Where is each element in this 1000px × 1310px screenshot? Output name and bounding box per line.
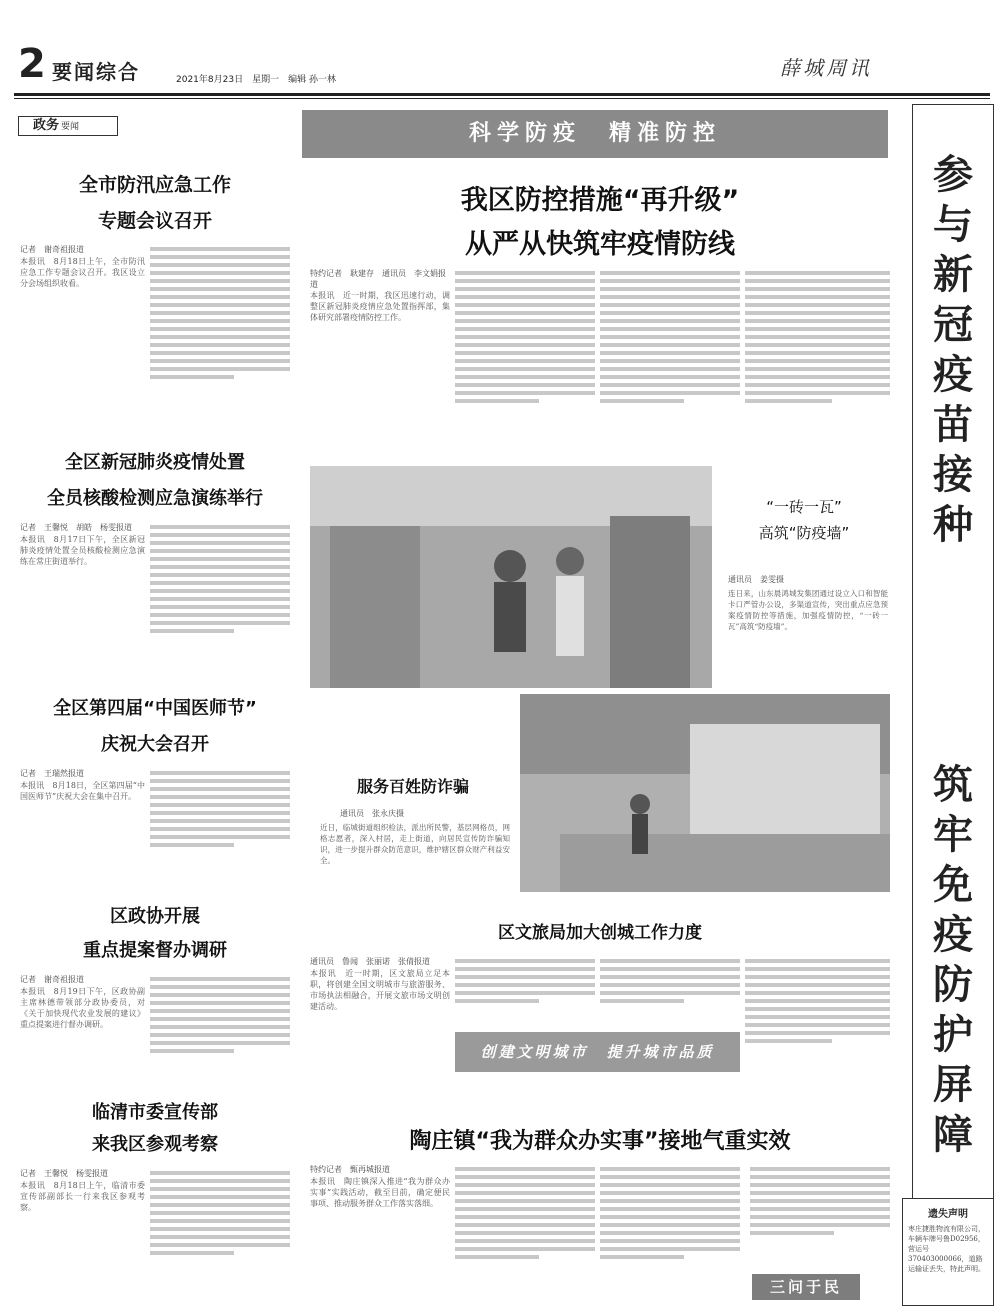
print-line — [150, 819, 290, 823]
print-line — [745, 999, 890, 1003]
print-line — [150, 247, 290, 251]
article-3-title-2: 庆祝大会召开 — [101, 734, 209, 755]
print-line — [600, 1223, 740, 1227]
photo-1-image — [310, 466, 712, 688]
print-line — [150, 311, 290, 315]
print-line — [455, 295, 595, 299]
print-line — [745, 279, 890, 283]
article-4-body — [20, 986, 145, 1086]
town-body — [310, 1176, 450, 1302]
print-line — [455, 311, 595, 315]
print-line — [150, 343, 290, 347]
article-3-body-col2 — [150, 768, 290, 888]
print-line — [600, 287, 740, 291]
print-line — [600, 991, 740, 995]
print-line — [150, 803, 290, 807]
print-line — [455, 343, 595, 347]
sidebar-slogan-char: 冠 — [933, 301, 973, 348]
town-byline: 特约记者 甄再城报道 — [310, 1165, 390, 1174]
print-line — [600, 975, 740, 979]
article-5-title-2: 来我区参观考察 — [92, 1134, 218, 1155]
print-line — [745, 367, 890, 371]
print-line — [600, 1207, 740, 1211]
section-tag-main: 政务 — [33, 118, 60, 133]
print-line — [750, 1167, 890, 1171]
lost-notice-title: 遗失声明 — [928, 1209, 968, 1220]
photo-2-caption: 近日，临城街道组织检法，派出所民警，基层网格员，网格志愿者，深入村居，走上街道，向居民宣传防诈骗知识，进一步提升群众防范意识，维护辖区群众财产利益安全。 — [320, 823, 510, 865]
print-line — [745, 967, 890, 971]
print-line — [150, 1203, 290, 1207]
print-line — [600, 1239, 740, 1243]
print-line — [150, 795, 290, 799]
print-line — [150, 779, 290, 783]
print-line — [600, 303, 740, 307]
print-line — [600, 359, 740, 363]
issue-meta: 2021年8月23日 星期一 编辑 孙一林 — [176, 75, 336, 85]
sidebar-slogan-char: 筑 — [933, 761, 973, 808]
print-line — [455, 1215, 595, 1219]
article-1-text: 本报讯 8月18日上午，全市防汛应急工作专题会议召开。我区设立分会场组织收看。 — [20, 257, 145, 288]
print-line — [745, 959, 890, 963]
print-line — [745, 295, 890, 299]
print-line — [600, 271, 740, 275]
print-line — [150, 375, 234, 379]
print-line — [455, 375, 595, 379]
article-3-byline: 记者 王瑞然报道 — [20, 769, 84, 778]
print-line — [150, 279, 290, 283]
print-line — [745, 287, 890, 291]
print-line — [745, 983, 890, 987]
theme-banner: 科学防疫 精准防控 — [302, 110, 888, 158]
print-line — [455, 1191, 595, 1195]
print-line — [600, 983, 740, 987]
print-line — [600, 343, 740, 347]
article-2-byline: 记者 王馨悦 胡皓 杨雯报道 — [20, 523, 132, 532]
print-line — [150, 335, 290, 339]
print-line — [150, 1033, 290, 1037]
photo-1 — [310, 466, 712, 688]
lost-notice-body: 枣庄捷胜物流有限公司，车辆车牌号鲁D02956，营运号370403000066，道路运输证丢失，特此声明。 — [908, 1225, 985, 1273]
culture-body-col4 — [745, 956, 890, 1086]
print-line — [600, 1231, 740, 1235]
print-line — [600, 319, 740, 323]
print-line — [750, 1183, 890, 1187]
sidebar-slogan-char: 新 — [933, 251, 973, 298]
print-line — [150, 787, 290, 791]
article-2-body-col2 — [150, 522, 290, 682]
print-line — [150, 1195, 290, 1199]
print-line — [150, 597, 290, 601]
header-rule — [14, 93, 990, 96]
print-line — [745, 343, 890, 347]
lost-notice — [902, 1198, 994, 1306]
print-line — [150, 605, 290, 609]
article-4-byline: 记者 谢奇祖报道 — [20, 975, 84, 984]
article-1-body — [20, 256, 145, 436]
lead-text: 本报讯 近一时期，我区迅速行动，调整区新冠肺炎疫情应急处置指挥部，集体研究部署疫情防控工作。 — [310, 291, 450, 322]
print-line — [600, 383, 740, 387]
print-line — [600, 1167, 740, 1171]
print-line — [600, 399, 684, 403]
sidebar-slogan-char: 疫 — [933, 351, 973, 398]
article-5-text: 本报讯 8月18日上午，临清市委宣传部副部长一行来我区参观考察。 — [20, 1181, 145, 1212]
print-line — [600, 391, 740, 395]
print-line — [455, 1175, 595, 1179]
print-line — [745, 1015, 890, 1019]
print-line — [600, 1191, 740, 1195]
print-line — [150, 985, 290, 989]
print-line — [455, 991, 595, 995]
town-body-col4 — [750, 1164, 890, 1264]
print-line — [150, 263, 290, 267]
section-tag — [18, 116, 118, 136]
print-line — [150, 1227, 290, 1231]
print-line — [150, 1009, 290, 1013]
print-line — [455, 327, 595, 331]
culture-body-col2 — [455, 956, 595, 1028]
print-line — [600, 967, 740, 971]
print-line — [150, 827, 290, 831]
print-line — [455, 1223, 595, 1227]
print-line — [455, 1199, 595, 1203]
print-line — [455, 1255, 539, 1259]
lead-body-col4 — [745, 268, 890, 458]
photo-2 — [520, 694, 890, 892]
print-line — [150, 525, 290, 529]
print-line — [455, 391, 595, 395]
sidebar-slogan-1 — [916, 150, 990, 550]
print-line — [150, 1219, 290, 1223]
print-line — [455, 351, 595, 355]
print-line — [150, 359, 290, 363]
photo-1-title-2: 高筑“防疫墙” — [758, 524, 850, 542]
print-line — [600, 335, 740, 339]
print-line — [600, 295, 740, 299]
print-line — [745, 391, 890, 395]
print-line — [455, 319, 595, 323]
print-line — [150, 255, 290, 259]
print-line — [745, 975, 890, 979]
print-line — [750, 1231, 834, 1235]
print-line — [150, 287, 290, 291]
print-line — [150, 319, 290, 323]
photo-1-byline: 通讯员 姜雯摄 — [728, 575, 784, 584]
print-line — [750, 1175, 890, 1179]
print-line — [600, 375, 740, 379]
print-line — [750, 1223, 890, 1227]
photo-1-caption-area — [718, 466, 890, 688]
sidebar-slogan-char: 种 — [933, 501, 973, 548]
print-line — [150, 977, 290, 981]
print-line — [150, 557, 290, 561]
print-line — [745, 351, 890, 355]
sidebar-slogan-char: 护 — [933, 1011, 973, 1058]
print-line — [150, 1041, 290, 1045]
print-line — [455, 279, 595, 283]
print-line — [745, 1023, 890, 1027]
print-line — [600, 1215, 740, 1219]
print-line — [745, 319, 890, 323]
print-line — [455, 975, 595, 979]
print-line — [745, 1031, 890, 1035]
print-line — [150, 771, 290, 775]
article-5-body-col2 — [150, 1168, 290, 1298]
sidebar-slogan-char: 参 — [933, 151, 973, 198]
article-2-title-1: 全区新冠肺炎疫情处置 — [65, 452, 245, 473]
print-line — [745, 375, 890, 379]
town-box-label: 三问于民 — [752, 1274, 860, 1300]
photo-2-byline: 通讯员 张永庆摄 — [340, 809, 404, 818]
print-line — [150, 295, 290, 299]
culture-body-col3 — [600, 956, 740, 1028]
article-2-text: 本报讯 8月17日下午，全区新冠肺炎疫情处置全员核酸检测应急演练在常庄街道举行。 — [20, 535, 145, 566]
print-line — [150, 1171, 290, 1175]
town-body-col2 — [455, 1164, 595, 1302]
sidebar-slogan-char: 障 — [933, 1111, 973, 1158]
print-line — [600, 351, 740, 355]
header-rule-thin — [14, 98, 990, 99]
print-line — [150, 533, 290, 537]
culture-body — [310, 968, 450, 1078]
town-body-col3 — [600, 1164, 740, 1302]
print-line — [600, 367, 740, 371]
print-line — [150, 621, 290, 625]
print-line — [150, 549, 290, 553]
print-line — [150, 271, 290, 275]
print-line — [150, 629, 234, 633]
print-line — [150, 327, 290, 331]
print-line — [600, 1183, 740, 1187]
print-line — [150, 1251, 234, 1255]
print-line — [745, 311, 890, 315]
print-line — [750, 1207, 890, 1211]
print-line — [745, 359, 890, 363]
culture-byline: 通讯员 鲁闻 张丽诺 张倩报道 — [310, 957, 430, 966]
photo-2-title: 服务百姓防诈骗 — [356, 777, 469, 796]
print-line — [600, 327, 740, 331]
print-line — [600, 1199, 740, 1203]
print-line — [455, 287, 595, 291]
article-1-title-1: 全市防汛应急工作 — [78, 174, 231, 196]
article-1-byline: 记者 谢奇祖报道 — [20, 245, 84, 254]
print-line — [455, 967, 595, 971]
print-line — [745, 399, 832, 403]
print-line — [600, 1175, 740, 1179]
print-line — [150, 835, 290, 839]
print-line — [745, 303, 890, 307]
article-1-body-col2 — [150, 244, 290, 436]
article-1-title-2: 专题会议召开 — [97, 210, 212, 232]
print-line — [455, 959, 595, 963]
print-line — [150, 589, 290, 593]
sidebar-slogan-char: 与 — [933, 201, 973, 248]
section-title: 要闻综合 — [52, 60, 140, 84]
sidebar-slogan-char: 免 — [933, 861, 973, 908]
print-line — [745, 1039, 832, 1043]
sidebar-slogan-char: 疫 — [933, 911, 973, 958]
print-line — [150, 1179, 290, 1183]
print-line — [455, 399, 539, 403]
article-3-body — [20, 780, 145, 890]
print-line — [750, 1215, 890, 1219]
lead-body — [310, 290, 450, 460]
print-line — [150, 1017, 290, 1021]
print-line — [150, 811, 290, 815]
print-line — [455, 383, 595, 387]
print-line — [150, 367, 290, 371]
sidebar-slogan-char: 苗 — [933, 401, 973, 448]
print-line — [150, 303, 290, 307]
article-3-text: 本报讯 8月18日，全区第四届“中国医师节”庆祝大会在集中召开。 — [20, 781, 145, 801]
article-5-byline: 记者 王馨悦 杨雯报道 — [20, 1169, 108, 1178]
sidebar-slogan-char: 牢 — [933, 811, 973, 858]
article-4-text: 本报讯 8月19日下午，区政协副主席林德带领部分政协委员，对《关于加快现代农业发展的建议》重点提案进行督办调研。 — [20, 987, 145, 1029]
town-text: 本报讯 陶庄镇深入推进“我为群众办实事”实践活动，截至目前，确定便民事项、推动服务群众工作落实落细。 — [310, 1177, 450, 1208]
culture-text: 本报讯 近一时期，区文旅局立足本职，将创建全国文明城市与旅游服务、市场执法相融合，开展文旅市场文明创建活动。 — [310, 969, 450, 1011]
culture-slogan-banner: 创建文明城市 提升城市品质 — [455, 1032, 740, 1072]
print-line — [745, 1007, 890, 1011]
photo-1-caption: 连日来，山东晨鸿城发集团通过设立入口和智能卡口严管办公设，多渠道宣传，突出重点应急预案疫情防控等措施，加强疫情防控，“一砖一瓦”高筑“防疫墙”。 — [728, 589, 888, 631]
print-line — [150, 351, 290, 355]
print-line — [455, 1247, 595, 1251]
print-line — [600, 1247, 740, 1251]
lead-body-col3 — [600, 268, 740, 458]
print-line — [150, 993, 290, 997]
lead-title-2: 从严从快筑牢疫情防线 — [465, 229, 735, 260]
sidebar-slogan-char: 防 — [933, 961, 973, 1008]
newspaper-logo: 薛城周讯 — [780, 56, 872, 80]
print-line — [150, 1001, 290, 1005]
article-4-body-col2 — [150, 974, 290, 1086]
print-line — [455, 271, 595, 275]
sidebar-slogan-char: 屏 — [933, 1061, 973, 1108]
print-line — [745, 335, 890, 339]
article-3-title-1: 全区第四届“中国医师节” — [53, 698, 257, 719]
print-line — [150, 1025, 290, 1029]
print-line — [745, 383, 890, 387]
lead-title-1: 我区防控措施“再升级” — [460, 185, 740, 216]
print-line — [455, 999, 539, 1003]
article-5-title-1: 临清市委宣传部 — [92, 1102, 218, 1123]
photo-2-image — [520, 694, 890, 892]
print-line — [150, 1211, 290, 1215]
print-line — [600, 1255, 684, 1259]
print-line — [455, 1207, 595, 1211]
print-line — [600, 999, 684, 1003]
print-line — [455, 1231, 595, 1235]
print-line — [455, 335, 595, 339]
print-line — [455, 983, 595, 987]
print-line — [600, 959, 740, 963]
print-line — [150, 1187, 290, 1191]
photo-1-title-1: “一砖一瓦” — [766, 498, 842, 516]
print-line — [150, 573, 290, 577]
photo-2-caption-area — [310, 694, 516, 892]
section-tag-sub: 要闻 — [61, 122, 80, 132]
print-line — [745, 991, 890, 995]
sidebar-slogan-char: 接 — [933, 451, 973, 498]
print-line — [745, 327, 890, 331]
print-line — [150, 541, 290, 545]
print-line — [150, 581, 290, 585]
page-number: 2 — [18, 41, 46, 87]
print-line — [150, 843, 234, 847]
print-line — [455, 359, 595, 363]
culture-title: 区文旅局加大创城工作力度 — [498, 923, 702, 943]
article-4-title-1: 区政协开展 — [110, 906, 200, 927]
article-2-body — [20, 534, 145, 684]
lead-body-col2 — [455, 268, 595, 458]
print-line — [150, 1049, 234, 1053]
article-4-title-2: 重点提案督办调研 — [83, 940, 227, 961]
print-line — [150, 613, 290, 617]
print-line — [455, 1239, 595, 1243]
print-line — [455, 367, 595, 371]
print-line — [600, 279, 740, 283]
print-line — [150, 1243, 290, 1247]
print-line — [150, 565, 290, 569]
article-2-title-2: 全员核酸检测应急演练举行 — [47, 488, 263, 509]
print-line — [455, 1183, 595, 1187]
lead-byline: 特约记者 耿建存 通讯员 李文娟报道 — [310, 269, 446, 289]
print-line — [600, 311, 740, 315]
article-5-body — [20, 1180, 145, 1300]
print-line — [150, 1235, 290, 1239]
print-line — [750, 1191, 890, 1195]
town-title: 陶庄镇“我为群众办实事”接地气重实效 — [409, 1129, 791, 1154]
print-line — [455, 1167, 595, 1171]
print-line — [750, 1199, 890, 1203]
print-line — [745, 271, 890, 275]
sidebar-slogan-2 — [916, 760, 990, 1160]
print-line — [455, 303, 595, 307]
